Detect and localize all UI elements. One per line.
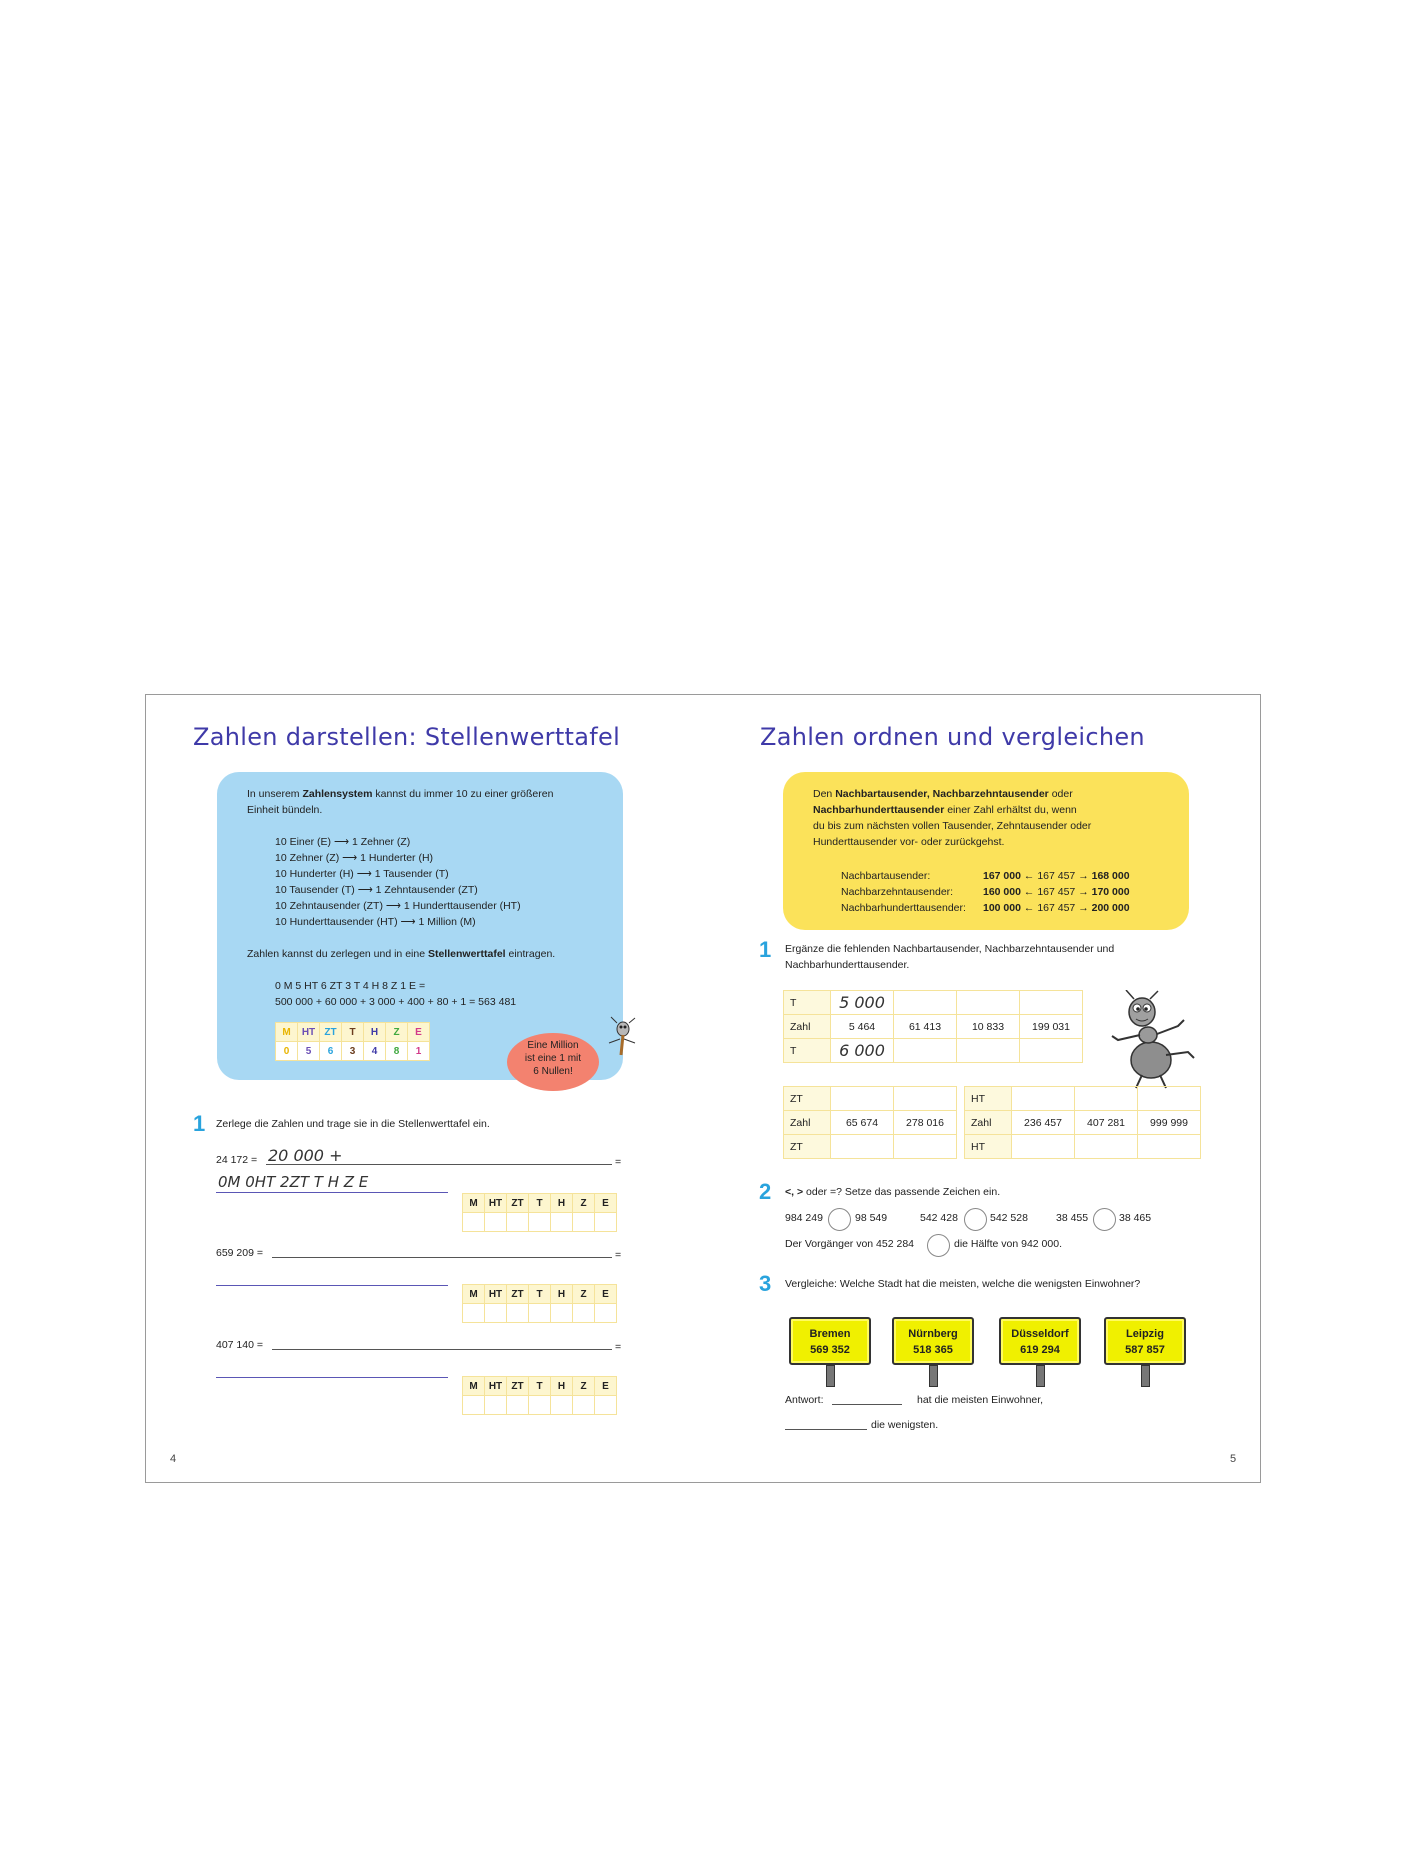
input-cell[interactable] xyxy=(551,1213,573,1232)
number-cell: 199 031 xyxy=(1020,1015,1083,1039)
bubble-line: ist eine 1 mit xyxy=(524,1053,582,1064)
answer-line[interactable] xyxy=(272,1257,612,1258)
neighbour-high: 200 000 xyxy=(1091,902,1130,914)
decompose-post: eintragen. xyxy=(505,948,556,960)
example-line1: 0 M 5 HT 6 ZT 3 T 4 H 8 Z 1 E = xyxy=(275,980,426,992)
intro-text: In unserem xyxy=(247,788,303,800)
arrow-left-icon: ← xyxy=(1023,870,1035,882)
rule-row xyxy=(275,834,521,850)
input-cell[interactable] xyxy=(463,1213,485,1232)
value-cell: 6 xyxy=(320,1042,342,1061)
arrow-right-icon: ⟶ xyxy=(357,884,373,896)
number-cell: 407 281 xyxy=(1075,1111,1138,1135)
input-cell[interactable] xyxy=(1138,1087,1201,1111)
neighbour-examples xyxy=(841,868,1130,916)
rule-row xyxy=(275,898,521,914)
input-cell[interactable] xyxy=(551,1396,573,1415)
input-cell[interactable] xyxy=(595,1213,617,1232)
row-label: HT xyxy=(965,1087,1012,1111)
number-cell: 61 413 xyxy=(894,1015,957,1039)
ten-thousands-neighbour-table xyxy=(783,1086,957,1159)
place-value-table xyxy=(462,1193,617,1232)
input-cell[interactable] xyxy=(507,1304,529,1323)
exercise-instruction xyxy=(785,941,1114,973)
table-row xyxy=(784,1015,1083,1039)
header-cell: M xyxy=(463,1285,485,1304)
rule-from: 10 Zehner (Z) xyxy=(275,852,340,864)
handwritten-place-values: 0M 0HT 2ZT T H Z E xyxy=(218,1173,369,1191)
sign-post xyxy=(929,1365,938,1387)
table-row xyxy=(965,1135,1201,1159)
city-name: Bremen xyxy=(809,1328,851,1340)
header-cell: M xyxy=(463,1194,485,1213)
table-row xyxy=(784,1135,957,1159)
number-cell: 10 833 xyxy=(957,1015,1020,1039)
input-cell[interactable] xyxy=(529,1213,551,1232)
input-cell[interactable] xyxy=(831,1087,894,1111)
arrow-left-icon: ← xyxy=(1023,886,1035,898)
neighbour-row xyxy=(841,868,1130,884)
bubble-line: Eine Million xyxy=(527,1040,579,1051)
exercise-number: 3 xyxy=(759,1271,772,1296)
input-cell[interactable] xyxy=(573,1213,595,1232)
example-decomposition xyxy=(275,978,516,1010)
info-box-neighbours xyxy=(783,772,1189,930)
answer-line-most[interactable] xyxy=(832,1404,902,1405)
header-cell: T xyxy=(529,1194,551,1213)
compare-circle[interactable] xyxy=(1093,1208,1116,1231)
rule-to: 1 Zehntausender (ZT) xyxy=(375,884,478,896)
place-value-table xyxy=(462,1376,617,1415)
row-label: T xyxy=(784,991,831,1015)
rule-from: 10 Tausender (T) xyxy=(275,884,355,896)
equals-sign: = xyxy=(615,1341,622,1353)
header-cell: T xyxy=(529,1285,551,1304)
input-cell[interactable] xyxy=(894,991,957,1015)
instruction-line: Nachbarhunderttausender. xyxy=(785,959,910,971)
exercise-item-number: 659 209 = xyxy=(216,1247,264,1259)
rule-to: 1 Hunderttausender (HT) xyxy=(403,900,521,912)
compare-circle[interactable] xyxy=(927,1234,950,1257)
header-cell: M xyxy=(276,1023,298,1042)
neighbour-row xyxy=(841,884,1130,900)
info-text-part: einer Zahl erhältst du, wenn xyxy=(944,804,1077,816)
rule-to: 1 Tausender (T) xyxy=(374,868,449,880)
exercise-instruction: Zerlege die Zahlen und trage sie in die Stellenwerttafel ein. xyxy=(216,1118,490,1130)
number-cell: 999 999 xyxy=(1138,1111,1201,1135)
rule-row xyxy=(275,866,521,882)
compare-number: 542 428 xyxy=(920,1212,958,1224)
bubble-line: 6 Nullen! xyxy=(533,1066,573,1077)
compare-circle[interactable] xyxy=(828,1208,851,1231)
city-population: 569 352 xyxy=(810,1344,850,1356)
number-cell: 278 016 xyxy=(894,1111,957,1135)
header-cell: T xyxy=(342,1023,364,1042)
input-cell[interactable] xyxy=(831,991,894,1015)
rule-from: 10 Zehntausender (ZT) xyxy=(275,900,383,912)
city-name: Leipzig xyxy=(1126,1328,1164,1340)
header-cell: ZT xyxy=(507,1377,529,1396)
input-cell[interactable] xyxy=(1020,1039,1083,1063)
neighbour-high: 168 000 xyxy=(1091,870,1130,882)
handwritten-answer: 5 000 xyxy=(839,993,885,1012)
compare-circle[interactable] xyxy=(964,1208,987,1231)
place-value-input-row xyxy=(463,1304,617,1323)
city-sign-nuernberg xyxy=(892,1317,974,1365)
neighbour-high: 170 000 xyxy=(1091,886,1130,898)
neighbour-number: 167 457 xyxy=(1037,902,1076,914)
decompose-pre: Zahlen kannst du zerlegen und in eine xyxy=(247,948,428,960)
neighbour-number: 167 457 xyxy=(1037,870,1076,882)
table-row xyxy=(784,1111,957,1135)
exercise-number: 1 xyxy=(193,1111,206,1136)
decompose-text xyxy=(247,946,555,962)
input-cell[interactable] xyxy=(1075,1087,1138,1111)
sign-post xyxy=(1141,1365,1150,1387)
answer-line-blue[interactable] xyxy=(216,1192,448,1193)
intro-bold: Zahlensystem xyxy=(302,788,373,800)
arrow-left-icon: ← xyxy=(1023,902,1035,914)
value-cell: 3 xyxy=(342,1042,364,1061)
example-place-value-table xyxy=(275,1022,430,1061)
header-cell: H xyxy=(364,1023,386,1042)
compare-number: 38 465 xyxy=(1119,1212,1152,1224)
arrow-right-icon: → xyxy=(1078,886,1089,898)
neighbour-low: 160 000 xyxy=(983,886,1021,898)
input-cell[interactable] xyxy=(573,1304,595,1323)
rule-row xyxy=(275,914,521,930)
neighbour-row xyxy=(841,900,1130,916)
decompose-bold: Stellenwerttafel xyxy=(427,948,506,960)
rule-to: 1 Hunderter (H) xyxy=(360,852,434,864)
info-intro xyxy=(247,786,553,818)
input-cell[interactable] xyxy=(1012,1087,1075,1111)
place-value-table xyxy=(462,1284,617,1323)
equals-sign: = xyxy=(615,1249,622,1261)
table-row xyxy=(784,1039,1083,1063)
info-bold: Nachbarhunderttausender xyxy=(813,804,945,816)
input-cell[interactable] xyxy=(573,1396,595,1415)
arrow-right-icon: ⟶ xyxy=(356,868,372,880)
row-label: ZT xyxy=(784,1087,831,1111)
header-cell: E xyxy=(595,1285,617,1304)
place-value-header-row xyxy=(463,1285,617,1304)
answer-line-blue[interactable] xyxy=(216,1285,448,1286)
table-row xyxy=(965,1111,1201,1135)
place-value-value-row xyxy=(276,1042,430,1061)
compare-number: 38 455 xyxy=(1056,1212,1089,1224)
header-cell: E xyxy=(595,1377,617,1396)
value-cell: 4 xyxy=(364,1042,386,1061)
answer-line-least[interactable] xyxy=(785,1429,867,1430)
header-cell: ZT xyxy=(507,1194,529,1213)
handwritten-answer: 20 000 + xyxy=(268,1146,343,1165)
input-cell[interactable] xyxy=(595,1304,617,1323)
exercise-instruction: Vergleiche: Welche Stadt hat die meisten, welche die wenigsten Einwohner? xyxy=(785,1278,1141,1290)
header-cell: HT xyxy=(485,1285,507,1304)
input-cell[interactable] xyxy=(507,1213,529,1232)
compare-text: Der Vorgänger von 452 284 xyxy=(785,1238,915,1250)
header-cell: E xyxy=(408,1023,430,1042)
exercise-instruction xyxy=(785,1184,1000,1200)
city-sign-duesseldorf xyxy=(999,1317,1081,1365)
input-cell[interactable] xyxy=(894,1039,957,1063)
row-label: T xyxy=(784,1039,831,1063)
value-cell: 0 xyxy=(276,1042,298,1061)
input-cell[interactable] xyxy=(831,1135,894,1159)
rule-row xyxy=(275,882,521,898)
answer-text-least: die wenigsten. xyxy=(871,1419,939,1431)
input-cell[interactable] xyxy=(485,1213,507,1232)
input-cell[interactable] xyxy=(463,1396,485,1415)
exercise-item-number: 407 140 = xyxy=(216,1339,264,1351)
city-sign-leipzig xyxy=(1104,1317,1186,1365)
rule-to: 1 Zehner (Z) xyxy=(351,836,411,848)
info-text-part: Hunderttausender vor- oder zurückgehst. xyxy=(813,836,1005,848)
place-value-header-row xyxy=(463,1377,617,1396)
input-cell[interactable] xyxy=(485,1304,507,1323)
answer-line[interactable] xyxy=(272,1349,612,1350)
header-cell: Z xyxy=(573,1194,595,1213)
input-cell[interactable] xyxy=(595,1396,617,1415)
input-cell[interactable] xyxy=(1138,1135,1201,1159)
rule-from: 10 Hunderttausender (HT) xyxy=(275,916,398,928)
thousands-neighbour-table xyxy=(783,990,1083,1063)
input-cell[interactable] xyxy=(507,1396,529,1415)
header-cell: Z xyxy=(386,1023,408,1042)
input-cell[interactable] xyxy=(1020,991,1083,1015)
neighbour-label: Nachbartausender: xyxy=(841,870,931,882)
neighbour-label: Nachbarzehntausender: xyxy=(841,886,954,898)
header-cell: Z xyxy=(573,1285,595,1304)
instruction-bold: <, > xyxy=(785,1186,807,1198)
table-row xyxy=(965,1087,1201,1111)
instruction-line: Ergänze die fehlenden Nachbartausender, Nachbarzehntausender und xyxy=(785,943,1115,955)
arrow-right-icon: → xyxy=(1078,870,1089,882)
input-cell[interactable] xyxy=(894,1135,957,1159)
exercise-number: 2 xyxy=(759,1179,772,1204)
row-label: ZT xyxy=(784,1135,831,1159)
sign-post xyxy=(1036,1365,1045,1387)
compare-text: die Hälfte von 942 000. xyxy=(954,1238,1062,1250)
info-text-part: oder xyxy=(1048,788,1073,800)
instruction-text: oder =? Setze das passende Zeichen ein. xyxy=(806,1186,1001,1198)
value-cell: 5 xyxy=(298,1042,320,1061)
value-cell: 8 xyxy=(386,1042,408,1061)
header-cell: T xyxy=(529,1377,551,1396)
value-cell: 1 xyxy=(408,1042,430,1061)
mosquito-mascot-icon xyxy=(605,1015,639,1063)
place-value-header-row xyxy=(276,1023,430,1042)
number-cell: 65 674 xyxy=(831,1111,894,1135)
answer-label: Antwort: xyxy=(785,1394,824,1406)
input-cell[interactable] xyxy=(831,1039,894,1063)
answer-text-most: hat die meisten Einwohner, xyxy=(917,1394,1044,1406)
exercise-item-number: 24 172 = xyxy=(216,1154,258,1166)
rule-to: 1 Million (M) xyxy=(418,916,476,928)
hundred-thousands-neighbour-table xyxy=(964,1086,1201,1159)
handwritten-answer: 6 000 xyxy=(839,1041,885,1060)
intro-text-post: kannst du immer 10 zu einer größeren xyxy=(372,788,554,800)
city-name: Nürnberg xyxy=(908,1328,958,1340)
exercise-number: 1 xyxy=(759,937,772,962)
info-text-part: Den xyxy=(813,788,836,800)
header-cell: HT xyxy=(485,1194,507,1213)
place-value-input-row xyxy=(463,1213,617,1232)
row-label: Zahl xyxy=(965,1111,1012,1135)
input-cell[interactable] xyxy=(957,991,1020,1015)
input-cell[interactable] xyxy=(957,1039,1020,1063)
header-cell: M xyxy=(463,1377,485,1396)
header-cell: H xyxy=(551,1194,573,1213)
row-label: Zahl xyxy=(784,1015,831,1039)
neighbour-low: 100 000 xyxy=(983,902,1021,914)
left-page-title: Zahlen darstellen: Stellenwerttafel xyxy=(193,723,621,751)
city-population: 518 365 xyxy=(913,1344,953,1356)
neighbour-low: 167 000 xyxy=(983,870,1021,882)
page-number-right: 5 xyxy=(1230,1453,1237,1465)
rule-from: 10 Einer (E) xyxy=(275,836,332,848)
input-cell[interactable] xyxy=(894,1087,957,1111)
neighbour-number: 167 457 xyxy=(1037,886,1076,898)
info-bold: Nachbarzehntausender xyxy=(932,788,1049,800)
arrow-right-icon: ⟶ xyxy=(342,852,358,864)
input-cell[interactable] xyxy=(463,1304,485,1323)
compare-number: 542 528 xyxy=(990,1212,1028,1224)
header-cell: Z xyxy=(573,1377,595,1396)
compare-number: 98 549 xyxy=(855,1212,888,1224)
neighbour-label: Nachbarhunderttausender: xyxy=(841,902,966,914)
table-row xyxy=(784,991,1083,1015)
header-cell: HT xyxy=(485,1377,507,1396)
info-text-part: du bis zum nächsten vollen Tausender, Zehntausender oder xyxy=(813,820,1092,832)
city-sign-bremen xyxy=(789,1317,871,1365)
header-cell: ZT xyxy=(320,1023,342,1042)
input-cell[interactable] xyxy=(551,1304,573,1323)
place-value-input-row xyxy=(463,1396,617,1415)
header-cell: H xyxy=(551,1285,573,1304)
answer-line-blue[interactable] xyxy=(216,1377,448,1378)
header-cell: ZT xyxy=(507,1285,529,1304)
info-bold: , xyxy=(926,788,933,800)
row-label: Zahl xyxy=(784,1111,831,1135)
city-population: 587 857 xyxy=(1125,1344,1165,1356)
header-cell: E xyxy=(595,1194,617,1213)
number-cell: 236 457 xyxy=(1012,1111,1075,1135)
example-line2: 500 000 + 60 000 + 3 000 + 400 + 80 + 1 = 563 481 xyxy=(275,996,517,1008)
table-row xyxy=(784,1087,957,1111)
info-bold: Nachbartausender xyxy=(835,788,927,800)
ant-mascot-icon xyxy=(1106,990,1201,1090)
input-cell[interactable] xyxy=(1012,1135,1075,1159)
input-cell[interactable] xyxy=(529,1396,551,1415)
header-cell: H xyxy=(551,1377,573,1396)
arrow-right-icon: → xyxy=(1078,902,1089,914)
rule-from: 10 Hunderter (H) xyxy=(275,868,354,880)
rule-row xyxy=(275,850,521,866)
compare-number: 984 249 xyxy=(785,1212,823,1224)
number-cell: 5 464 xyxy=(831,1015,894,1039)
city-name: Düsseldorf xyxy=(1011,1328,1069,1340)
sign-post xyxy=(826,1365,835,1387)
page-number-left: 4 xyxy=(170,1453,177,1465)
arrow-right-icon: ⟶ xyxy=(333,836,350,848)
arrow-right-icon: ⟶ xyxy=(385,900,401,912)
book-spread xyxy=(145,694,1261,1483)
header-cell: HT xyxy=(298,1023,320,1042)
right-page-title: Zahlen ordnen und vergleichen xyxy=(760,723,1145,751)
speech-bubble-million xyxy=(507,1033,599,1091)
input-cell[interactable] xyxy=(1075,1135,1138,1159)
arrow-right-icon: ⟶ xyxy=(400,916,416,928)
input-cell[interactable] xyxy=(485,1396,507,1415)
input-cell[interactable] xyxy=(529,1304,551,1323)
equals-sign: = xyxy=(615,1156,622,1168)
row-label: HT xyxy=(965,1135,1012,1159)
intro-line2: Einheit bündeln. xyxy=(247,804,323,816)
info-text xyxy=(813,786,1091,850)
place-value-header-row xyxy=(463,1194,617,1213)
city-population: 619 294 xyxy=(1020,1344,1060,1356)
bundling-rules xyxy=(275,834,521,930)
